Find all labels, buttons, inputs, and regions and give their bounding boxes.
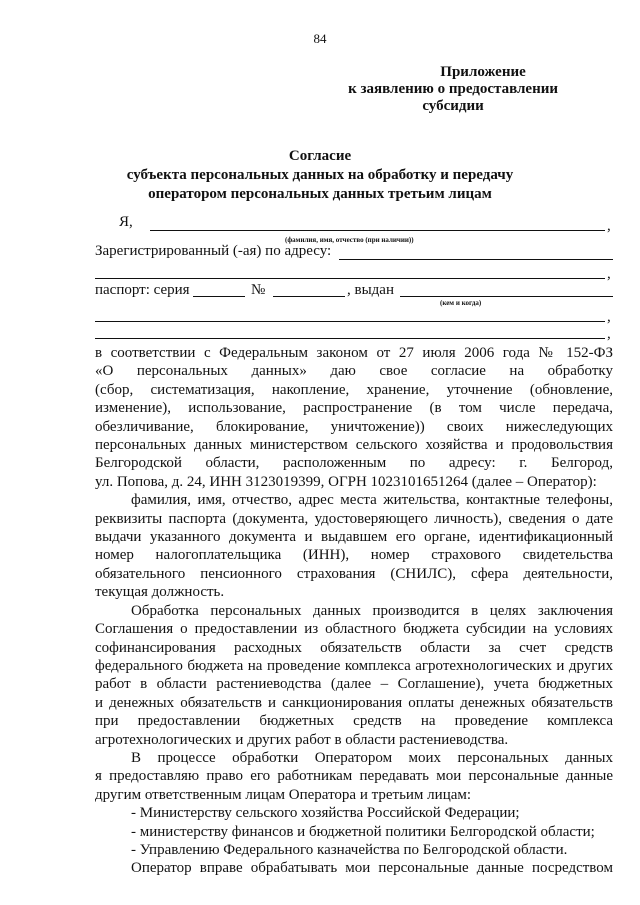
issued-label: , выдан bbox=[347, 282, 394, 298]
consent-body bbox=[95, 344, 613, 878]
comma: , bbox=[607, 266, 611, 282]
title-line: оператором персональных данных третьим лицам bbox=[148, 186, 492, 202]
appendix-header bbox=[348, 64, 558, 115]
recipient-item: - Министерству сельского хозяйства Российской Федерации; bbox=[131, 805, 520, 822]
paragraph-line: (сбор, систематизация, накопление, хранение, уточнение (обновление, bbox=[95, 381, 613, 398]
comma: , bbox=[607, 218, 611, 234]
purpose-line: Обработка персональных данных производится в целях заключения bbox=[131, 602, 613, 619]
data-list-line: номер налогоплательщика (ИНН), номер страхового свидетельства bbox=[95, 547, 613, 564]
purpose-line: агротехнологических и других работ в области растениеводства. bbox=[95, 731, 509, 748]
data-list-line: текущая должность. bbox=[95, 584, 225, 601]
purpose-line: федерального бюджета на проведение комплекса агротехнологических и других bbox=[95, 657, 613, 674]
process-line: В процессе обработки Оператором моих персональных данных bbox=[131, 749, 613, 766]
issued-field-3[interactable] bbox=[95, 338, 605, 339]
process-line: я предоставляю право его работникам передавать мои персональные данные bbox=[95, 768, 613, 785]
process-line: другим ответственным лицам Оператора и третьим лицам: bbox=[95, 786, 472, 803]
final-line: Оператор вправе обрабатывать мои персональные данные посредством bbox=[131, 860, 613, 877]
purpose-line: софинансирования расходных обязательств области за счет средств bbox=[95, 639, 613, 656]
fio-hint: (фамилия, имя, отчество (при наличии)) bbox=[285, 236, 414, 244]
issued-field-2[interactable] bbox=[95, 321, 605, 322]
paragraph-line: Белгородской области, расположенным по адресу: г. Белгород, bbox=[95, 455, 613, 472]
paragraph-line: изменение), использование, распространение (в том числе передача, bbox=[95, 400, 613, 417]
paragraph-line: ул. Попова, д. 24, ИНН 3123019399, ОГРН 1023101651264 (далее – Оператор): bbox=[95, 473, 597, 490]
appendix-line: Приложение bbox=[440, 64, 526, 80]
purpose-line: Соглашения о предоставлении из областного бюджета субсидии на условиях bbox=[95, 621, 613, 638]
data-list-line: выдачи указанного документа и выдавшем его органе, идентификационный bbox=[95, 529, 613, 546]
purpose-line: и денежных обязательств и санкционирования оплаты денежных обязательств bbox=[95, 694, 613, 711]
title-line: субъекта персональных данных на обработку и передачу bbox=[126, 167, 514, 183]
data-list-line: реквизиты паспорта (документа, удостоверяющего личность), сведения о дате bbox=[95, 510, 613, 527]
address-field-2[interactable] bbox=[95, 278, 605, 279]
recipient-item: - Управлению Федерального казначейства по Белгородской области. bbox=[131, 841, 568, 858]
passport-number-field[interactable] bbox=[273, 296, 345, 297]
issued-field[interactable] bbox=[400, 296, 613, 297]
title-line: Согласие bbox=[288, 148, 352, 164]
recipient-item: - министерству финансов и бюджетной политики Белгородской области; bbox=[131, 823, 595, 840]
passport-number-label: № bbox=[251, 282, 266, 298]
paragraph-line: «О персональных данных» даю свое согласие на обработку bbox=[95, 363, 613, 380]
paragraph-line: персональных данных министерством сельского хозяйства и продовольствия bbox=[95, 437, 613, 454]
appendix-line: субсидии bbox=[422, 98, 484, 114]
purpose-line: работ в области растениеводства (далее – Соглашение), учета бюджетных bbox=[95, 676, 613, 693]
data-list-line: фамилия, имя, отчество, адрес места жительства, контактные телефоны, bbox=[131, 492, 613, 509]
address-label: Зарегистрированный (-ая) по адресу: bbox=[95, 243, 332, 259]
comma: , bbox=[607, 326, 611, 342]
issued-hint: (кем и когда) bbox=[440, 299, 482, 307]
passport-series-field[interactable] bbox=[193, 296, 245, 297]
address-field[interactable] bbox=[339, 259, 613, 260]
appendix-line: к заявлению о предоставлении bbox=[348, 81, 558, 97]
page-number: 84 bbox=[313, 31, 327, 46]
purpose-line: при предоставлении бюджетных средств на проведение комплекса bbox=[95, 713, 613, 730]
comma: , bbox=[607, 309, 611, 325]
fio-field[interactable] bbox=[150, 230, 605, 231]
passport-series-label: паспорт: серия bbox=[95, 282, 190, 298]
data-list-line: обязательного пенсионного страхования (СНИЛС), сфера деятельности, bbox=[95, 565, 613, 582]
ya-label: Я, bbox=[119, 214, 133, 230]
paragraph-line: в соответствии с Федеральным законом от 27 июля 2006 года № 152-ФЗ bbox=[95, 345, 613, 361]
document-title bbox=[0, 147, 640, 204]
paragraph-line: обезличивание, блокирование, уничтожение)) своих нижеследующих bbox=[95, 418, 613, 435]
